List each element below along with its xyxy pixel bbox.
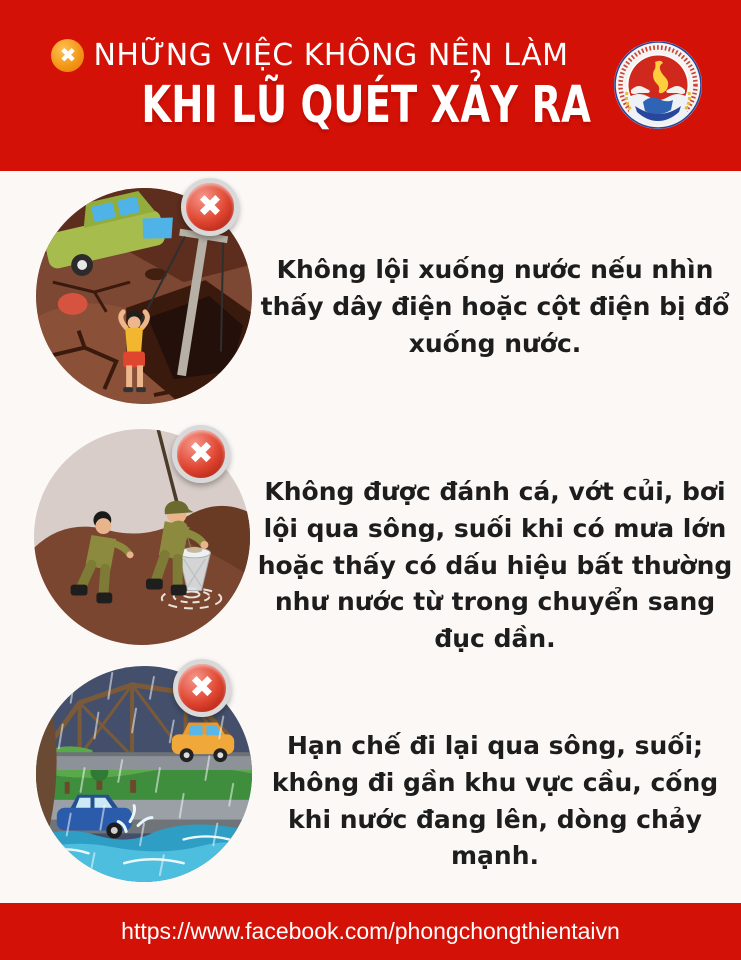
orange-x-icon: ✖ xyxy=(51,39,84,72)
item-1-text: Không lội xuống nước nếu nhìn thấy dây điện hoặc cột điện bị đổ xuống nước. xyxy=(260,255,730,358)
poster-subtitle: NHỮNG VIỆC KHÔNG NÊN LÀM xyxy=(93,38,569,73)
item-3-text: Hạn chế đi lại qua sông, suối; không đi gần khu vực cầu, cống khi nước đang lên, dòng chảy mạnh. xyxy=(271,731,719,871)
poster-footer xyxy=(0,903,741,960)
prohibited-x-icon: ✖ xyxy=(173,659,231,717)
header-subtitle-row xyxy=(0,38,620,73)
disaster-prevention-logo xyxy=(613,40,703,130)
poster-header xyxy=(0,0,741,171)
item-2-text: Không được đánh cá, vớt củi, bơi lội qua sông, suối khi có mưa lớn hoặc thấy có dấu hiệu bất thường như nước từ trong chuyển sang đục dần. xyxy=(257,477,733,653)
facebook-link[interactable]: https://www.facebook.com/phongchongthientaivn xyxy=(121,918,620,944)
prohibited-x-icon: ✖ xyxy=(172,425,230,483)
page-title-text: KHI LŨ QUÉT XẢY RA xyxy=(141,75,592,136)
prohibited-x-icon: ✖ xyxy=(181,178,239,236)
